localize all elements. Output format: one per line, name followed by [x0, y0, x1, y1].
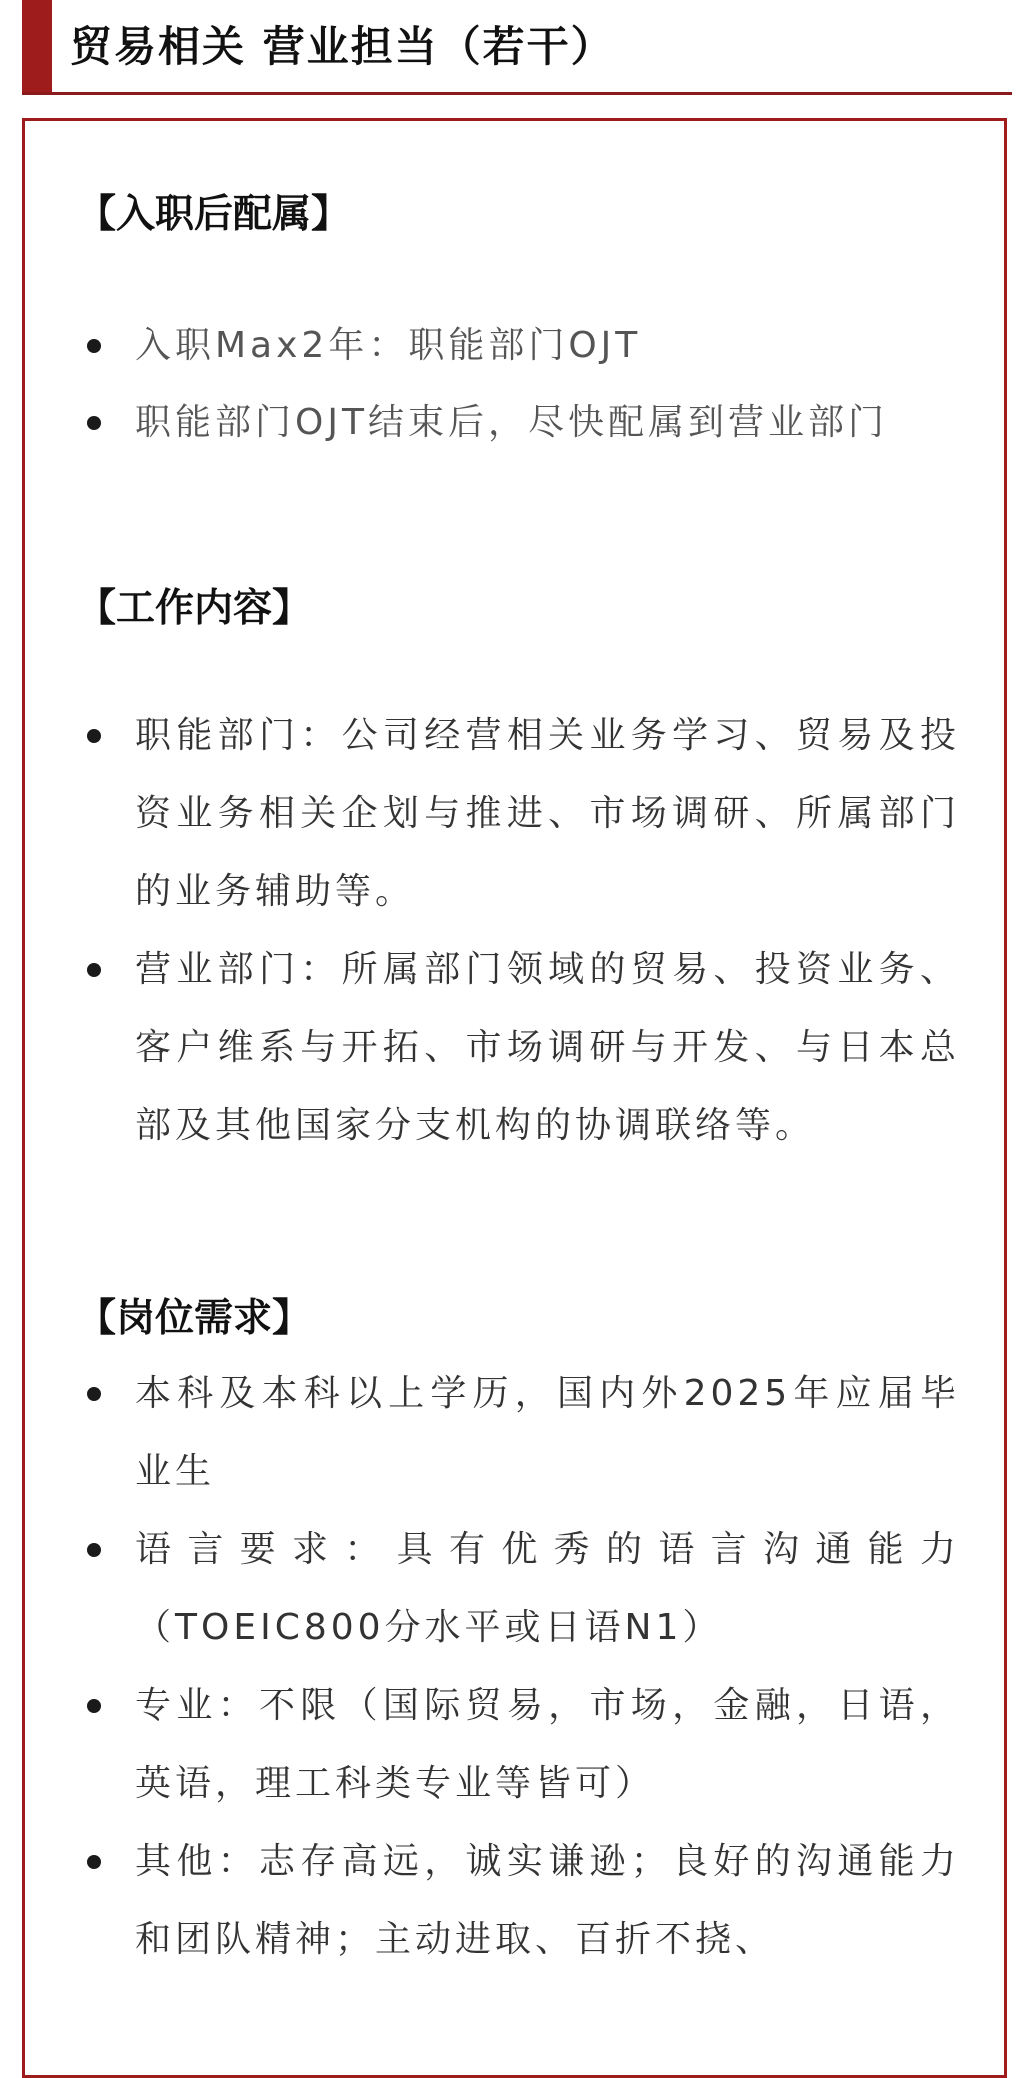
list-item-text: 本科及本科以上学历，国内外2025年应届毕业生	[135, 1373, 960, 1492]
section-title: 【岗位需求】	[77, 1296, 312, 1341]
bullet-icon	[87, 963, 101, 977]
header-accent-bar	[22, 0, 52, 92]
list-item-text: 职能部门：公司经营相关业务学习、贸易及投资业务相关企划与推进、市场调研、所属部门的业务辅助等。	[135, 715, 960, 912]
page-title: 贸易相关 营业担当（若干）	[70, 22, 615, 71]
list-item-text: 职能部门OJT结束后，尽快配属到营业部门	[135, 402, 888, 443]
bullet-icon	[87, 729, 101, 743]
bullet-icon	[87, 1855, 101, 1869]
bullet-icon	[87, 416, 101, 430]
list-item-text: 语言要求：具有优秀的语言沟通能力（TOEIC800分水平或日语N1）	[135, 1529, 960, 1648]
bullet-icon	[87, 1699, 101, 1713]
list-item-text: 其他：志存高远，诚实谦逊；良好的沟通能力和团队精神；主动进取、百折不挠、	[135, 1841, 960, 1960]
bullet-icon	[87, 1543, 101, 1557]
bullet-icon	[87, 339, 101, 353]
list-item-text: 入职Max2年：职能部门OJT	[135, 325, 642, 366]
job-details-card	[22, 118, 1007, 2078]
list-item-text: 专业：不限（国际贸易，市场，金融，日语，英语，理工科类专业等皆可）	[135, 1685, 960, 1804]
section-title: 【工作内容】	[77, 586, 312, 631]
page-header	[22, 0, 1012, 95]
section-title: 【入职后配属】	[77, 192, 351, 237]
list-item-text: 营业部门：所属部门领域的贸易、投资业务、客户维系与开拓、市场调研与开发、与日本总部及其他国家分支机构的协调联络等。	[135, 949, 960, 1146]
bullet-icon	[87, 1387, 101, 1401]
